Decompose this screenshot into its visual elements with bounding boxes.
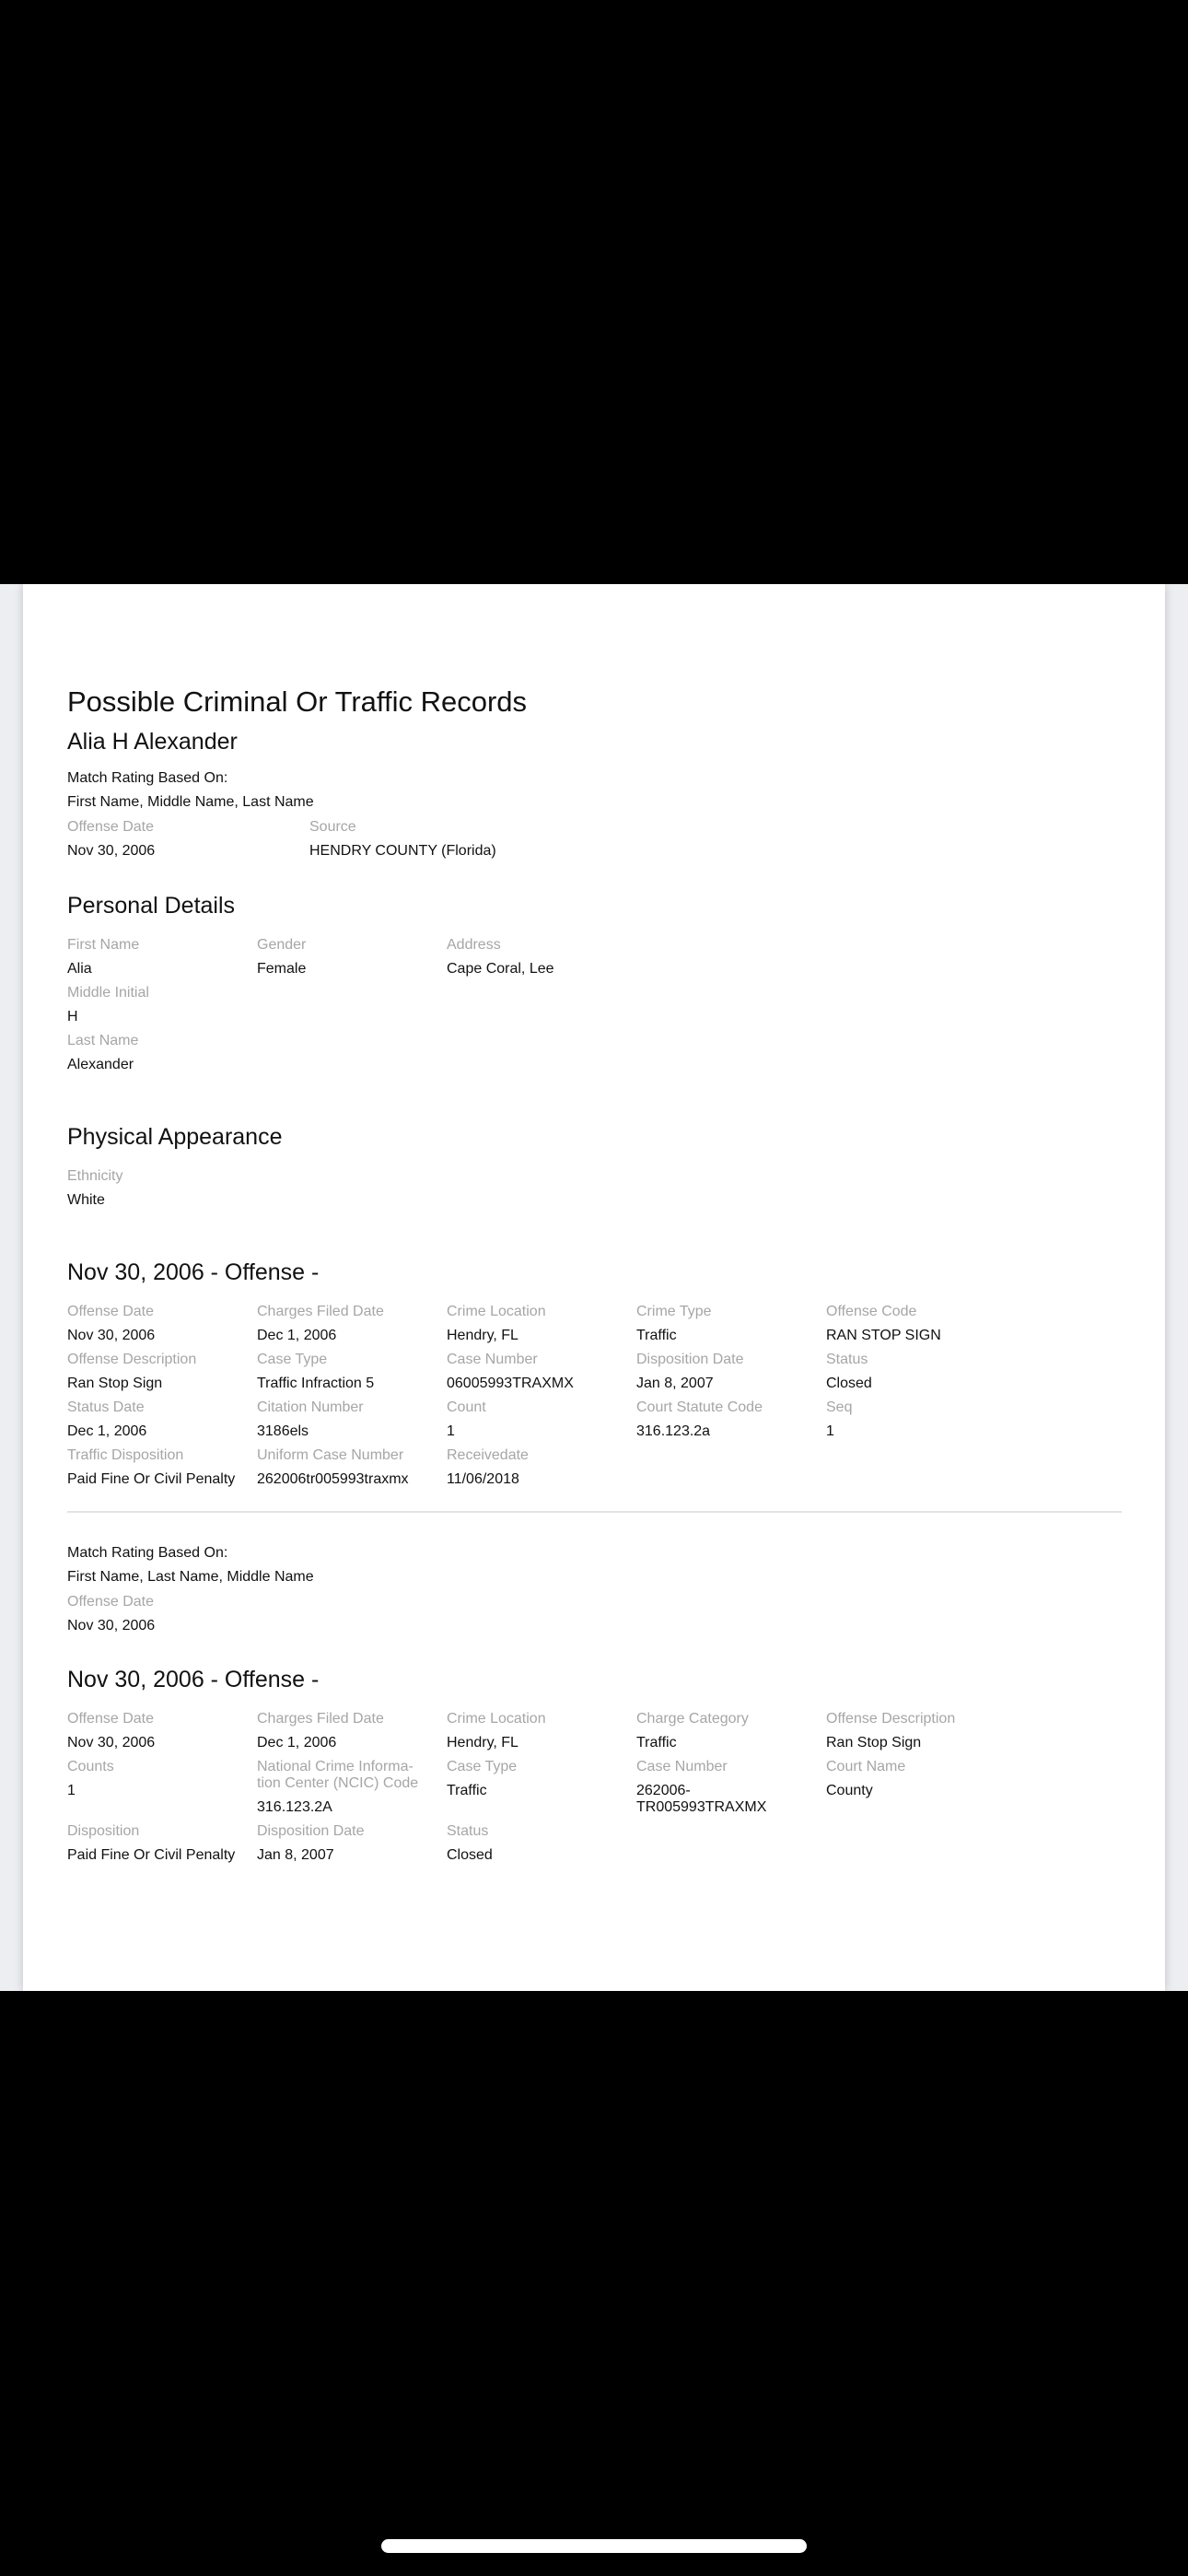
o2-disposition-value: Paid Fine Or Civil Penalty bbox=[67, 1847, 236, 1863]
o1-charges-filed-date-value: Dec 1, 2006 bbox=[257, 1328, 337, 1343]
o2-disposition-date-label: Disposition Date bbox=[257, 1823, 365, 1839]
o2-offense-description-label: Offense Description bbox=[826, 1711, 956, 1727]
page-title: Possible Criminal Or Traffic Records bbox=[67, 685, 528, 718]
o1-disposition-date-label: Disposition Date bbox=[636, 1352, 744, 1367]
o1-traffic-disposition-value: Paid Fine Or Civil Penalty bbox=[67, 1471, 236, 1487]
o2-offense-description-value: Ran Stop Sign bbox=[826, 1735, 922, 1751]
o2-counts-label: Counts bbox=[67, 1759, 114, 1774]
ethnicity-label: Ethnicity bbox=[67, 1168, 123, 1184]
o1-status-date-label: Status Date bbox=[67, 1399, 145, 1415]
personal-details-heading: Personal Details bbox=[67, 893, 236, 919]
o1-citation-number-label: Citation Number bbox=[257, 1399, 364, 1415]
o1-count-value: 1 bbox=[447, 1423, 455, 1439]
o1-count-label: Count bbox=[447, 1399, 486, 1415]
o1-status-value: Closed bbox=[826, 1376, 872, 1391]
o2-charges-filed-value: Dec 1, 2006 bbox=[257, 1735, 337, 1751]
section-divider bbox=[67, 1511, 1122, 1513]
o2-status-value: Closed bbox=[447, 1847, 493, 1863]
o2-case-number-label: Case Number bbox=[636, 1759, 728, 1774]
o1-status-date-value: Dec 1, 2006 bbox=[67, 1423, 147, 1439]
o2-status-label: Status bbox=[447, 1823, 489, 1839]
o2-charge-category-value: Traffic bbox=[636, 1735, 677, 1751]
middle-initial-label: Middle Initial bbox=[67, 985, 149, 1001]
o1-case-number-label: Case Number bbox=[447, 1352, 538, 1367]
home-indicator[interactable] bbox=[381, 2539, 807, 2553]
o2-ncic-label-line2: tion Center (NCIC) Code bbox=[257, 1775, 419, 1791]
o2-court-name-value: County bbox=[826, 1783, 873, 1798]
offense-date-label: Offense Date bbox=[67, 819, 154, 835]
o2-disposition-label: Disposition bbox=[67, 1823, 140, 1839]
o1-case-type-value: Traffic Infraction 5 bbox=[257, 1376, 375, 1391]
o1-traffic-disposition-label: Traffic Disposition bbox=[67, 1447, 184, 1463]
o2-charge-category-label: Charge Category bbox=[636, 1711, 749, 1727]
o1-status-label: Status bbox=[826, 1352, 868, 1367]
offense-date-value: Nov 30, 2006 bbox=[67, 843, 156, 859]
o2-counts-value: 1 bbox=[67, 1783, 76, 1798]
o1-crime-type-label: Crime Type bbox=[636, 1304, 712, 1319]
match-rating-label-2: Match Rating Based On: bbox=[67, 1545, 228, 1561]
middle-initial-value: H bbox=[67, 1009, 78, 1025]
offense-heading-2: Nov 30, 2006 - Offense - bbox=[67, 1667, 320, 1692]
match-rating-label: Match Rating Based On: bbox=[67, 770, 228, 786]
o1-case-number-value: 06005993TRAXMX bbox=[447, 1376, 574, 1391]
o2-case-number-value-line2: TR005993TRAXMX bbox=[636, 1799, 767, 1815]
o2-charges-filed-label: Charges Filed Date bbox=[257, 1711, 384, 1727]
match-rating-value-2: First Name, Last Name, Middle Name bbox=[67, 1569, 314, 1585]
offense-heading: Nov 30, 2006 - Offense - bbox=[67, 1259, 320, 1285]
record-name: Alia H Alexander bbox=[67, 729, 238, 755]
address-value: Cape Coral, Lee bbox=[447, 961, 554, 977]
last-name-value: Alexander bbox=[67, 1057, 134, 1072]
o2-crime-location-label: Crime Location bbox=[447, 1711, 546, 1727]
o1-citation-number-value: 3186els bbox=[257, 1423, 309, 1439]
o2-offense-date-value: Nov 30, 2006 bbox=[67, 1735, 156, 1751]
gender-value: Female bbox=[257, 961, 307, 977]
report-card bbox=[23, 584, 1165, 1991]
o1-seq-value: 1 bbox=[826, 1423, 834, 1439]
o1-offense-date-value: Nov 30, 2006 bbox=[67, 1328, 156, 1343]
o1-receivedate-label: Receivedate bbox=[447, 1447, 529, 1463]
offense-date-label-2: Offense Date bbox=[67, 1594, 154, 1610]
o2-crime-location-value: Hendry, FL bbox=[447, 1735, 518, 1751]
o2-court-name-label: Court Name bbox=[826, 1759, 906, 1774]
physical-appearance-heading: Physical Appearance bbox=[67, 1124, 283, 1150]
o1-uniform-case-number-label: Uniform Case Number bbox=[257, 1447, 404, 1463]
o1-crime-type-value: Traffic bbox=[636, 1328, 677, 1343]
o1-offense-description-value: Ran Stop Sign bbox=[67, 1376, 163, 1391]
source-label: Source bbox=[309, 819, 356, 835]
o1-offense-date-label: Offense Date bbox=[67, 1304, 154, 1319]
source-value: HENDRY COUNTY (Florida) bbox=[309, 843, 496, 859]
o1-charges-filed-date-label: Charges Filed Date bbox=[257, 1304, 384, 1319]
o2-disposition-date-value: Jan 8, 2007 bbox=[257, 1847, 334, 1863]
address-label: Address bbox=[447, 937, 501, 953]
o2-ncic-value: 316.123.2A bbox=[257, 1799, 332, 1815]
offense-date-value-2: Nov 30, 2006 bbox=[67, 1618, 156, 1633]
o1-court-statute-code-value: 316.123.2a bbox=[636, 1423, 711, 1439]
o1-seq-label: Seq bbox=[826, 1399, 853, 1415]
first-name-label: First Name bbox=[67, 937, 140, 953]
o1-court-statute-code-label: Court Statute Code bbox=[636, 1399, 763, 1415]
o2-case-number-value-line1: 262006- bbox=[636, 1783, 691, 1798]
o1-receivedate-value: 11/06/2018 bbox=[447, 1471, 519, 1487]
o1-crime-location-value: Hendry, FL bbox=[447, 1328, 518, 1343]
first-name-value: Alia bbox=[67, 961, 92, 977]
o2-offense-date-label: Offense Date bbox=[67, 1711, 154, 1727]
o2-ncic-label-line1: National Crime Informa- bbox=[257, 1759, 413, 1774]
ethnicity-value: White bbox=[67, 1192, 105, 1208]
o1-disposition-date-value: Jan 8, 2007 bbox=[636, 1376, 714, 1391]
o1-offense-code-label: Offense Code bbox=[826, 1304, 917, 1319]
o1-offense-code-value: RAN STOP SIGN bbox=[826, 1328, 941, 1343]
o1-case-type-label: Case Type bbox=[257, 1352, 328, 1367]
match-rating-value: First Name, Middle Name, Last Name bbox=[67, 794, 314, 810]
last-name-label: Last Name bbox=[67, 1033, 139, 1048]
o2-case-type-label: Case Type bbox=[447, 1759, 518, 1774]
o1-uniform-case-number-value: 262006tr005993traxmx bbox=[257, 1471, 409, 1487]
gender-label: Gender bbox=[257, 937, 307, 953]
o2-case-type-value: Traffic bbox=[447, 1783, 487, 1798]
o1-offense-description-label: Offense Description bbox=[67, 1352, 197, 1367]
o1-crime-location-label: Crime Location bbox=[447, 1304, 546, 1319]
